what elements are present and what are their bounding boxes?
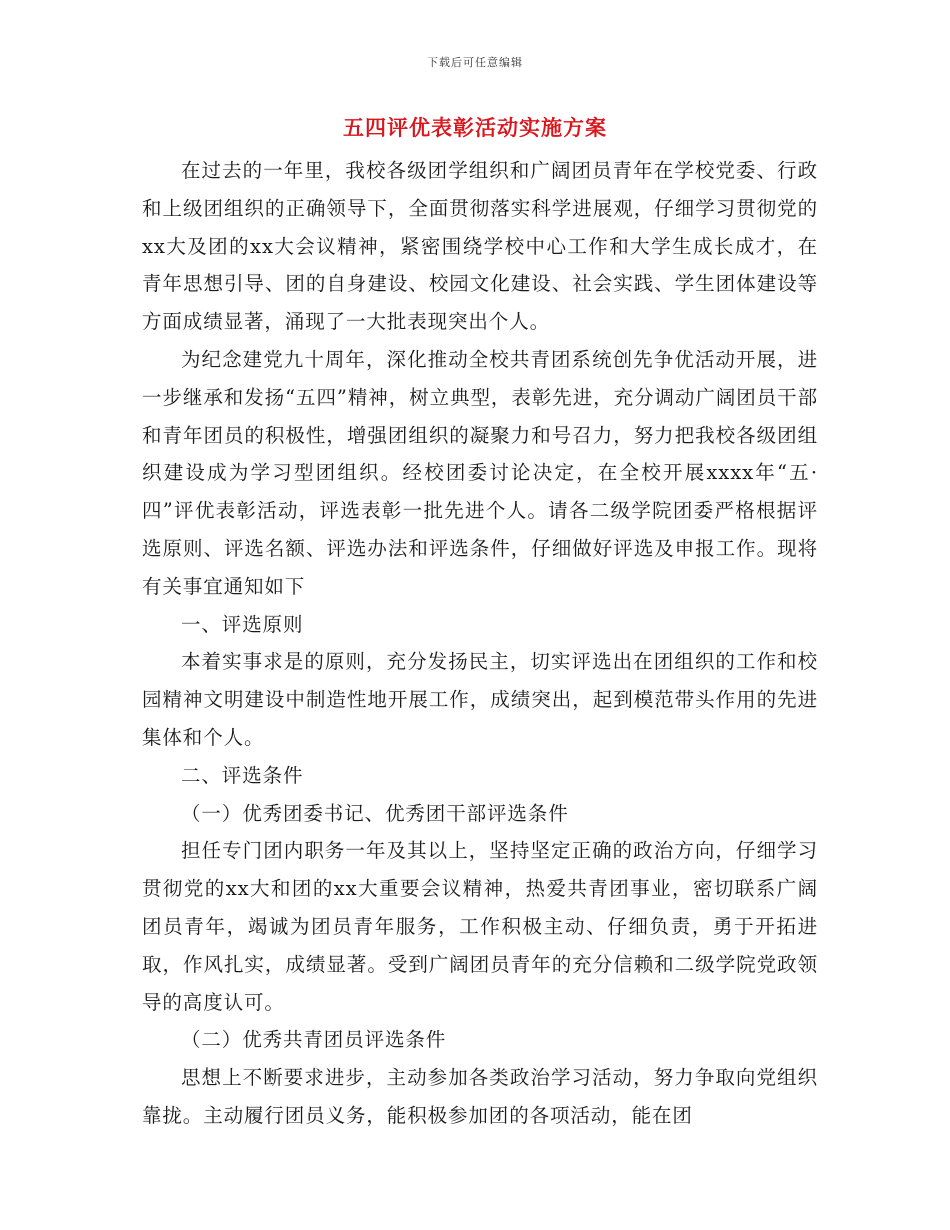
paragraph-purpose: 为纪念建党九十周年，深化推动全校共青团系统创先争优活动开展，进一步继承和发扬“五四”精神，树立典型，表彰先进，充分调动广阔团员干部和青年团员的积极性，增强团组织的凝聚力和号召力，努力把我校各级团组织建设成为学习型团组织。经校团委讨论决定，在全校开展xxxx年“五·四”评优表彰活动，评选表彰一批先进个人。请各二级学院团委严格根据评选原则、评选名额、评选办法和评选条件，仔细做好评选及申报工作。现将有关事宜通知如下 [142, 347, 818, 598]
subsection-heading-cadres: （一）优秀团委书记、优秀团干部评选条件 [181, 801, 569, 825]
header-note: 下载后可任意编辑 [427, 56, 523, 69]
paragraph-intro: 在过去的一年里，我校各级团学组织和广阔团员青年在学校党委、行政和上级团组织的正确领导下，全面贯彻落实科学进展观，仔细学习贯彻党的xx大及团的xx大会议精神，紧密围绕学校中心工作和大学生成长成才，在青年思想引导、团的自身建设、校园文化建设、社会实践、学生团体建设等方面成绩显著，涌现了一大批表现突出个人。 [142, 159, 818, 334]
subsection-heading-members: （二）优秀共青团员评选条件 [181, 1028, 447, 1052]
document-body [142, 152, 818, 1135]
paragraph-principles: 本着实事求是的原则，充分发扬民主，切实评选出在团组织的工作和校园精神文明建设中制造性地开展工作，成绩突出，起到模范带头作用的先进集体和个人。 [142, 650, 818, 749]
section-heading-conditions: 二、评选条件 [181, 763, 304, 787]
paragraph-cadres: 担任专门团内职务一年及其以上，坚持坚定正确的政治方向，仔细学习贯彻党的xx大和团的xx大重要会议精神，热爱共青团事业，密切联系广阔团员青年，竭诚为团员青年服务，工作积极主动、仔细负责，勇于开拓进取，作风扎实，成绩显著。受到广阔团员青年的充分信赖和二级学院党政领导的高度认可。 [142, 839, 818, 1014]
document-title: 五四评优表彰活动实施方案 [343, 115, 607, 140]
section-heading-principles: 一、评选原则 [181, 612, 304, 636]
paragraph-members: 思想上不断要求进步，主动参加各类政治学习活动，努力争取向党组织靠拢。主动履行团员义务，能积极参加团的各项活动，能在团 [142, 1066, 818, 1127]
